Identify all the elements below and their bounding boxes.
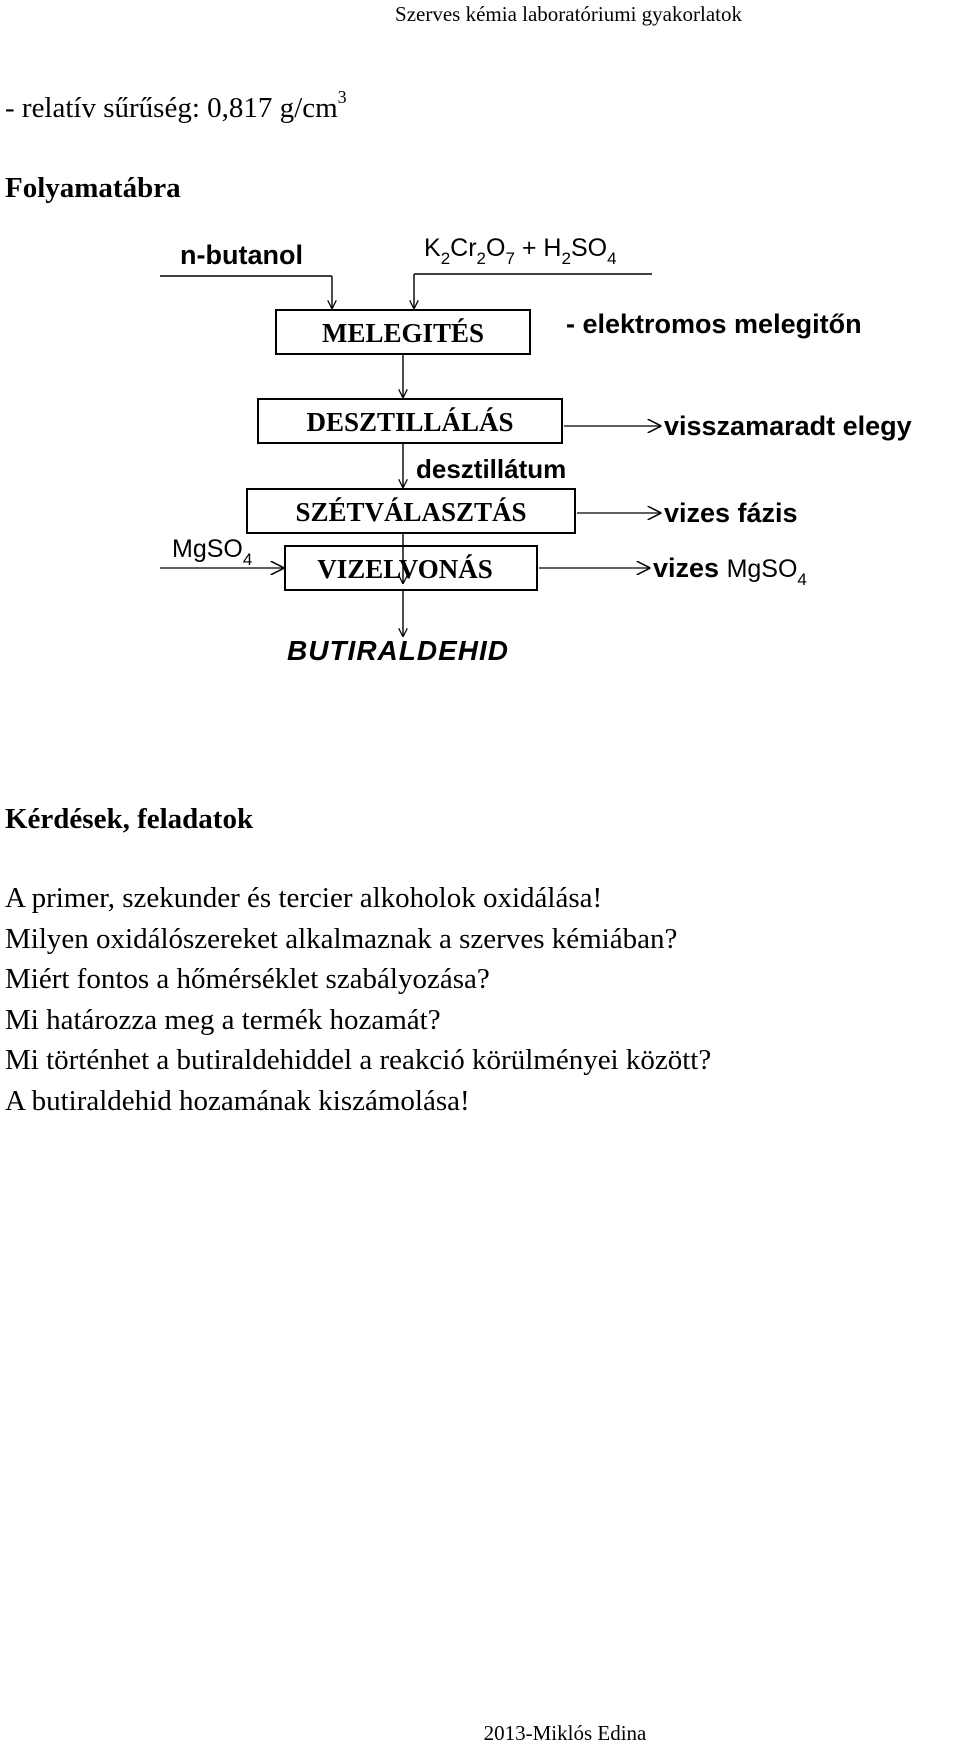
question-item: Mi határozza meg a termék hozamát? [5,1003,441,1036]
questions-title: Kérdések, feladatok [5,803,254,835]
drying-agent-label: MgSO$_4$ [172,535,253,569]
aqueous-mgso4-label: vizes MgSO$_4$ [653,553,807,589]
density-line [5,88,347,128]
question-item: Milyen oxidálószereket alkalmaznak a szerves kémiában? [5,922,678,955]
questions-list [5,878,711,1122]
reactant-n-butanol: n-butanol [180,240,303,270]
box-separation-label: SZÉTVÁLASZTÁS [295,497,527,527]
density-text: - relatív sűrűség: 0,817 g/cm [5,92,338,124]
flowchart-title: Folyamatábra [5,172,181,204]
flowchart-diagram [0,230,960,750]
box-distillation-label: DESZTILLÁLÁS [306,407,514,437]
reagent-oxidizer: $K_2Cr_2O_7 + H_2SO_4$ [424,234,617,268]
page-footer: 2013-Miklós Edina [483,1721,647,1745]
aqueous-phase-label: vizes fázis [664,498,798,528]
page-header: Szerves kémia laboratóriumi gyakorlatok [395,2,742,26]
density-exponent: 3 [337,87,347,107]
flowchart [0,230,960,750]
product-label: BUTIRALDEHID [287,635,509,666]
heater-note: - elektromos melegitőn [566,309,862,339]
question-item: A primer, szekunder és tercier alkoholok oxidálása! [5,882,603,914]
question-item: A butiraldehid hozamának kiszámolása! [5,1084,470,1117]
box-drying-label: VIZELVONÁS [317,554,493,584]
distillate-label: desztillátum [416,454,567,484]
question-item: Mi történhet a butiraldehiddel a reakció körülményei között? [5,1044,712,1077]
question-item: Miért fontos a hőmérséklet szabályozása? [5,963,490,996]
box-heating-label: MELEGITÉS [321,318,485,348]
residue-label: visszamaradt elegy [664,411,912,441]
